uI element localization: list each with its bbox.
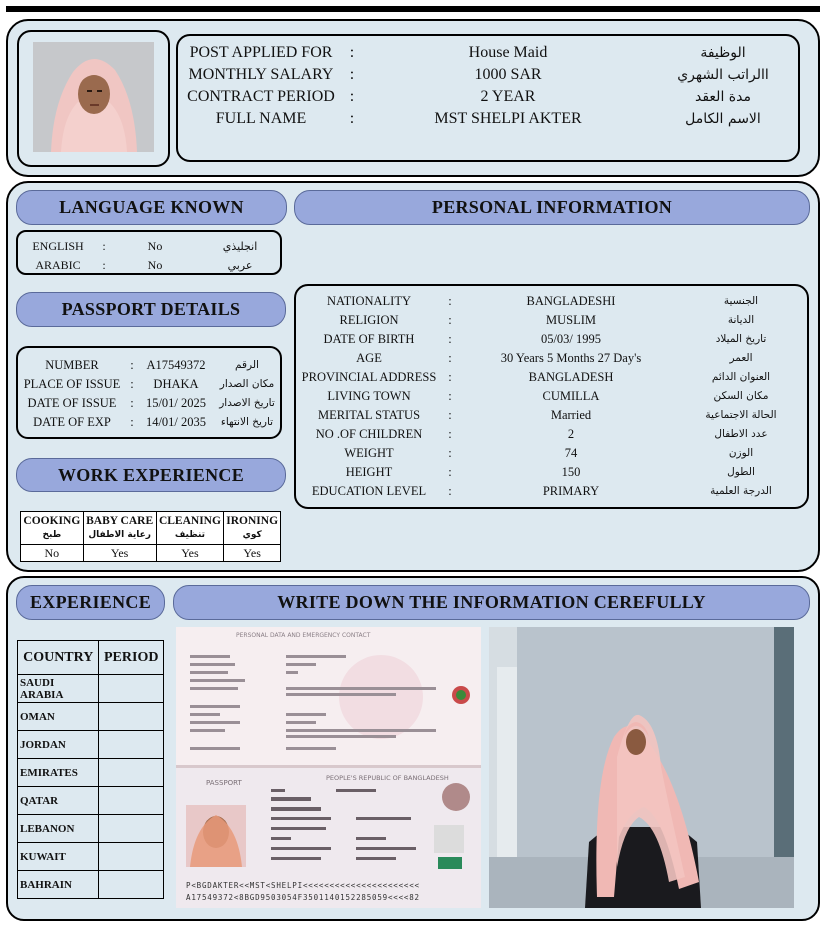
header-row-name [176,108,800,130]
experience-period [99,871,164,899]
experience-period [99,731,164,759]
header-row-salary [176,64,800,86]
work-header-row [21,512,281,545]
personal-row [294,292,809,310]
experience-country: EMIRATES [18,759,99,787]
passport-number-arabic: الرقم [235,359,259,371]
arabic-arabic: عربي [227,258,253,272]
contract-value: 2 YEAR [480,88,536,105]
personal-field-sep: : [448,312,452,327]
country-header: COUNTRY [18,641,99,675]
experience-row [18,787,164,815]
passport-number-label: NUMBER [45,357,99,372]
personal-field-value: 2 [567,426,575,441]
personal-field-value: BANGLADESH [528,369,614,384]
scan-mrz-line-1: P<BGDAKTER<<MST<SHELPI<<<<<<<<<<<<<<<<<<<<<< [186,881,420,890]
salary-label: MONTHLY SALARY [188,66,334,83]
scan-header-text: PERSONAL DATA AND EMERGENCY CONTACT [236,632,371,639]
passport-issue-sep: : [130,395,134,410]
post-arabic: الوظيفة [700,45,746,61]
name-value: MST SHELPI AKTER [434,110,582,127]
personal-row [294,330,809,348]
personal-field-label: HEIGHT [345,464,393,479]
personal-row [294,349,809,367]
personal-row [294,311,809,329]
name-sep: : [349,110,355,127]
passport-place-arabic: مكان الصدار [219,378,275,390]
english-label: ENGLISH [32,238,84,253]
scan-mrz-line-2: A17549372<8BGD9503054F3501140152285059<<<<82 [186,893,420,902]
personal-field-sep: : [448,350,452,365]
passport-exp-arabic: تاريخ الانتهاء [220,416,274,428]
personal-field-value: Married [550,407,592,422]
passport-place-value: DHAKA [153,376,199,391]
personal-title: PERSONAL INFORMATION [294,190,810,225]
experience-period [99,843,164,871]
experience-row [18,703,164,731]
personal-field-label: NO .OF CHILDREN [315,426,423,441]
experience-period [99,759,164,787]
experience-country: QATAR [18,787,99,815]
work-col-babycare [83,512,156,545]
experience-country: KUWAIT [18,843,99,871]
contract-sep: : [349,88,355,105]
personal-field-sep: : [448,445,452,460]
cleaning-ar: تنظيف [174,530,206,540]
name-arabic: الاسم الكامل [685,111,761,127]
experience-table [17,640,164,899]
experience-row [18,843,164,871]
personal-field-sep: : [448,388,452,403]
post-value: House Maid [468,44,548,61]
work-table [20,511,281,562]
cleaning-value: Yes [156,545,224,562]
passport-row-issue [18,394,280,412]
experience-row [18,815,164,843]
personal-field-label: DATE OF BIRTH [323,331,415,346]
experience-country: OMAN [18,703,99,731]
language-row-arabic [18,257,280,273]
passport-exp-label: DATE OF EXP [33,414,111,429]
personal-row [294,406,809,424]
passport-number-value: A17549372 [146,357,206,372]
passport-exp-sep: : [130,414,134,429]
passport-place-label: PLACE OF ISSUE [23,376,121,391]
personal-field-arabic: الوزن [728,447,754,459]
personal-field-arabic: العنوان الدائم [711,371,771,383]
ironing-ar: كوي [242,530,262,540]
personal-field-value: PRIMARY [542,483,600,498]
ironing-en: IRONING [226,515,279,527]
experience-country: SAUDI ARABIA [18,675,99,703]
personal-row [294,387,809,405]
passport-place-sep: : [130,376,134,391]
passport-row-place [18,375,280,393]
personal-field-arabic: الدرجة العلمية [710,485,772,497]
experience-row [18,759,164,787]
candidate-photo [17,30,170,167]
passport-row-exp [18,413,280,431]
experience-country: JORDAN [18,731,99,759]
salary-value: 1000 SAR [474,66,542,83]
personal-field-sep: : [448,426,452,441]
personal-field-value: 74 [564,445,578,460]
personal-field-sep: : [448,483,452,498]
experience-country: BAHRAIN [18,871,99,899]
period-header: PERIOD [99,641,164,675]
passport-issue-arabic: تاريخ الاصدار [219,397,275,409]
work-col-ironing [224,512,281,545]
babycare-ar: رعاية الاطفال [88,530,151,540]
arabic-label: ARABIC [35,257,81,272]
language-row-english [18,238,280,254]
arabic-sep: : [102,257,106,272]
cooking-value: No [21,545,84,562]
contract-arabic: مدة العقد [695,89,751,105]
post-label: POST APPLIED FOR [189,44,333,61]
babycare-en: BABY CARE [86,515,154,527]
experience-period [99,815,164,843]
language-box [16,230,282,275]
english-arabic: انجليذي [222,239,258,253]
arabic-value: No [147,257,163,272]
work-col-cleaning [156,512,224,545]
passport-number-sep: : [130,357,134,372]
experience-row [18,731,164,759]
personal-row [294,368,809,386]
contract-label: CONTRACT PERIOD [187,88,335,105]
personal-field-arabic: الحالة الاجتماعية [705,409,777,421]
salary-sep: : [349,66,355,83]
cooking-ar: طبخ [42,530,62,540]
personal-field-value: 30 Years 5 Months 27 Day's [500,350,642,365]
experience-period [99,787,164,815]
work-value-row [21,545,281,562]
personal-field-arabic: الديانة [727,314,755,326]
passport-box [16,346,282,439]
passport-scan-image [176,627,481,908]
personal-field-arabic: مكان السكن [713,390,769,402]
personal-field-sep: : [448,407,452,422]
personal-field-label: WEIGHT [344,445,394,460]
passport-title: PASSPORT DETAILS [16,292,286,327]
personal-row [294,444,809,462]
salary-arabic: االراتب الشهري [677,67,769,83]
full-body-photo [489,627,794,908]
personal-field-sep: : [448,293,452,308]
header-row-post [176,42,800,64]
personal-field-label: NATIONALITY [326,293,411,308]
scan-country-text: PEOPLE'S REPUBLIC OF BANGLADESH [326,774,449,782]
babycare-value: Yes [83,545,156,562]
personal-field-sep: : [448,369,452,384]
passport-exp-value: 14/01/ 2035 [145,414,207,429]
header-rows [176,34,800,162]
passport-row-number [18,356,280,374]
notice-title: WRITE DOWN THE INFORMATION CEREFULLY [173,585,810,620]
personal-field-label: MERITAL STATUS [317,407,421,422]
personal-field-value: BANGLADESHI [526,293,616,308]
personal-field-sep: : [448,464,452,479]
personal-field-label: RELIGION [339,312,399,327]
language-title: LANGUAGE KNOWN [16,190,287,225]
personal-field-value: 150 [561,464,581,479]
personal-field-arabic: عدد الاطفال [714,428,768,440]
post-sep: : [349,44,355,61]
experience-country: LEBANON [18,815,99,843]
ironing-value: Yes [224,545,281,562]
personal-row [294,482,809,500]
top-rule [6,6,820,12]
personal-field-value: MUSLIM [545,312,596,327]
personal-field-arabic: تاريخ الميلاد [715,333,767,345]
personal-field-label: AGE [356,350,382,365]
personal-field-value: 05/03/ 1995 [540,331,602,346]
experience-title: EXPERIENCE [16,585,165,620]
scan-passport-word: PASSPORT [206,779,242,787]
experience-row [18,675,164,703]
experience-header-row [18,641,164,675]
experience-period [99,675,164,703]
cleaning-en: CLEANING [158,515,221,527]
cooking-en: COOKING [23,515,81,527]
personal-field-sep: : [448,331,452,346]
personal-field-value: CUMILLA [542,388,600,403]
english-value: No [147,238,163,253]
name-label: FULL NAME [215,110,307,127]
personal-field-label: EDUCATION LEVEL [311,483,427,498]
personal-field-arabic: الطول [727,466,755,478]
personal-row [294,463,809,481]
work-title: WORK EXPERIENCE [16,458,286,492]
experience-row [18,871,164,899]
header-row-contract [176,86,800,108]
personal-rows [294,284,809,509]
experience-period [99,703,164,731]
personal-field-label: LIVING TOWN [327,388,411,403]
personal-field-label: PROVINCIAL ADDRESS [301,369,437,384]
passport-issue-value: 15/01/ 2025 [145,395,207,410]
personal-row [294,425,809,443]
work-col-cooking [21,512,84,545]
passport-issue-label: DATE OF ISSUE [27,395,117,410]
english-sep: : [102,238,106,253]
personal-field-arabic: الجنسية [723,295,759,307]
personal-field-arabic: العمر [729,352,753,364]
